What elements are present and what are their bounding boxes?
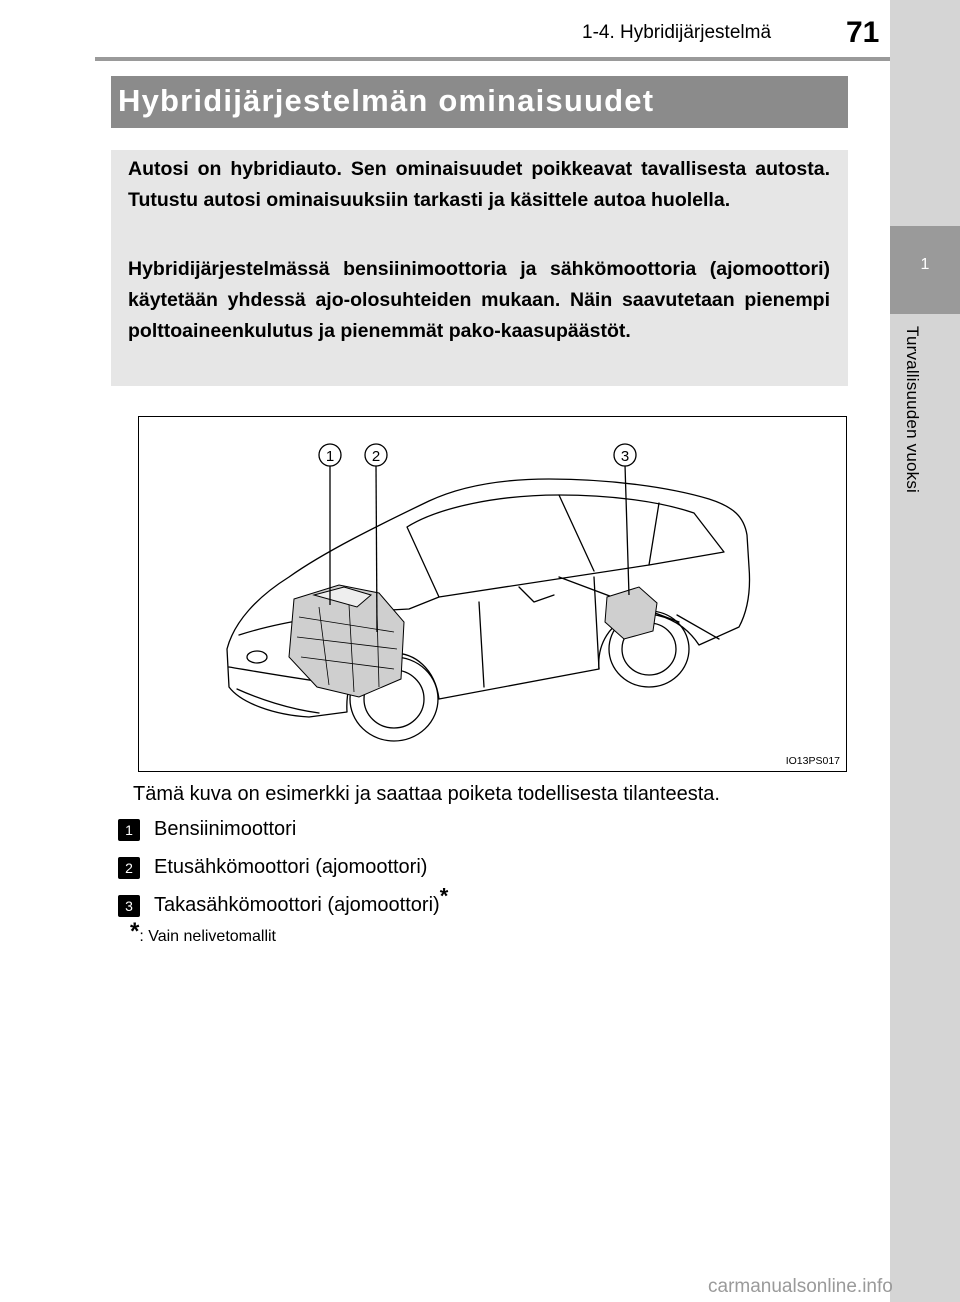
footnote-star: * [130,918,140,945]
chapter-side-tab [890,0,960,1302]
chapter-number: 1 [920,256,930,273]
callout-3: 3 [620,448,630,465]
legend-number: 3 [118,895,140,917]
intro-paragraph-2: Hybridijärjestelmässä bensiinimoottoria ja sähkömoottoria (ajomoottori) käytetään yhdessä ajo-olosuhteiden mukaan. Näin saavutetaan pienempi polttoaineenkulutus ja pienemmät pako-kaasupäästöt. [128,258,830,342]
car-illustration [138,416,847,772]
legend-number: 1 [118,819,140,841]
header-rule [95,57,890,61]
legend-item-1 [118,818,296,841]
legend-item-3 [118,883,449,917]
legend-label: Takasähkömoottori (ajomoottori) [154,894,440,916]
footnote-text: : Vain nelivetomallit [139,928,276,945]
callout-1: 1 [325,448,335,465]
intro-paragraph-1: Autosi on hybridiauto. Sen ominaisuudet poikkeavat tavallisesta autosta. Tutustu autosi ominaisuuksiin tarkasti ja käsittele autoa huolella. [128,158,830,211]
footnote-marker: * [439,883,449,909]
legend-number: 2 [118,857,140,879]
running-header: 1-4. Hybridijärjestelmä [582,22,772,43]
section-title: Hybridijärjestelmän ominaisuudet [118,83,655,118]
legend-label: Etusähkömoottori (ajomoottori) [154,856,428,878]
figure-caption: Tämä kuva on esimerkki ja saattaa poiketa todellisesta tilanteesta. [133,783,720,805]
legend-label: Bensiinimoottori [154,818,297,840]
watermark: carmanualsonline.info [708,1276,893,1297]
page-number: 71 [846,16,880,49]
legend-item-2 [118,856,427,879]
chapter-label: Turvallisuuden vuoksi [903,326,922,494]
figure-code: IO13PS017 [785,755,840,767]
callout-2: 2 [371,448,381,465]
footnote [130,918,276,946]
car-drawing [139,417,845,770]
